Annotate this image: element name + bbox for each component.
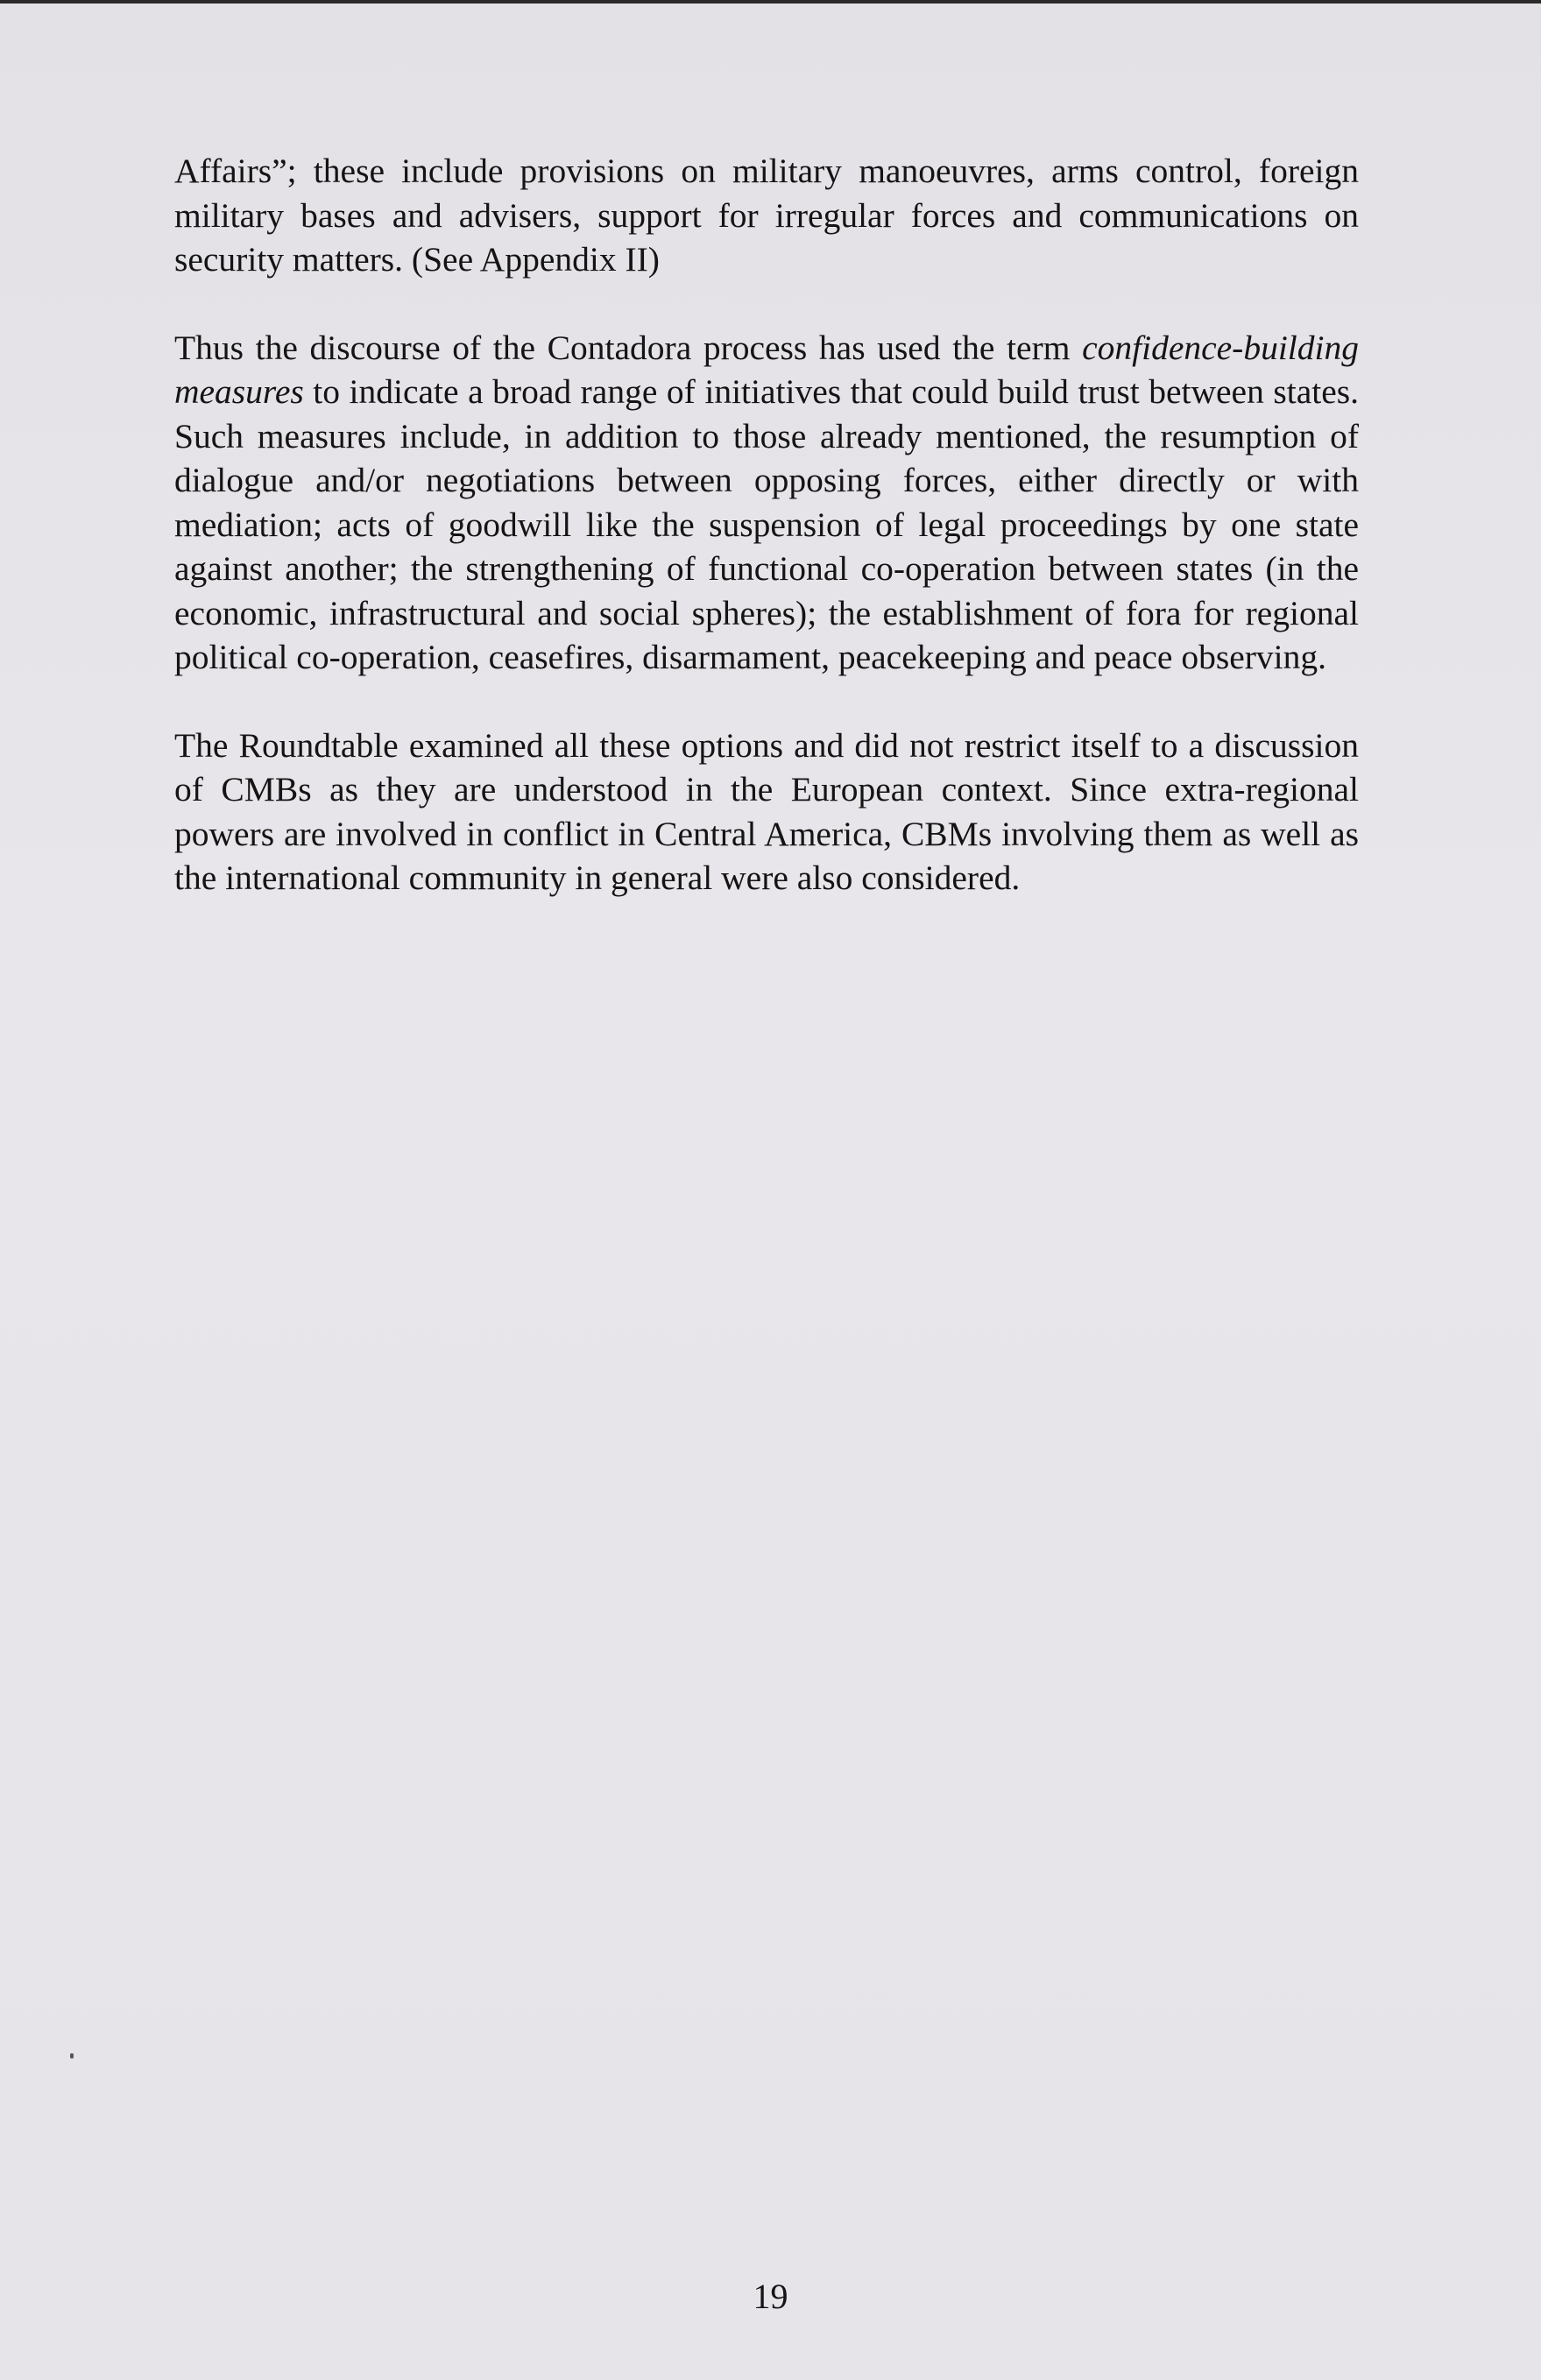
paragraph-2-rest: to indicate a broad range of initiatives that could build trust between states. Such measures include, in addition to those already mentioned, the resumption of dialogue and/or negotiations between opposing forces, either directly or with mediation; acts of goodwill like the suspension of legal proceedings by one state against another; the strengthening of functional co-operation between states (in the economic, infrastructural and social spheres); the establishment of fora for regional political co-operation, ceasefires, disarmament, peacekeeping and peace observing. xyxy=(174,372,1359,676)
top-edge-rule xyxy=(0,0,1541,4)
page-number: 19 xyxy=(753,2277,788,2316)
paragraph-3: The Roundtable examined all these options and did not restrict itself to a discussion of CMBs as they are understood in the European context. Since extra-regional powers are involved in conflict in Central America, CBMs involving them as well as the international community in general were also considered. xyxy=(174,725,1359,897)
body-text xyxy=(174,149,1359,944)
paragraph-2 xyxy=(174,326,1359,680)
paragraph-2-emphasis: confidence-building measures xyxy=(174,328,1359,411)
paragraph-1: Affairs”; these include provisions on military manoeuvres, arms control, foreign military bases and advisers, support for irregular forces and communications on security matters. (See Appendix II) xyxy=(174,152,1359,279)
paragraph-2-lead: Thus the discourse of the Contadora process has used the term xyxy=(174,328,1083,367)
scan-speck xyxy=(70,2053,74,2059)
